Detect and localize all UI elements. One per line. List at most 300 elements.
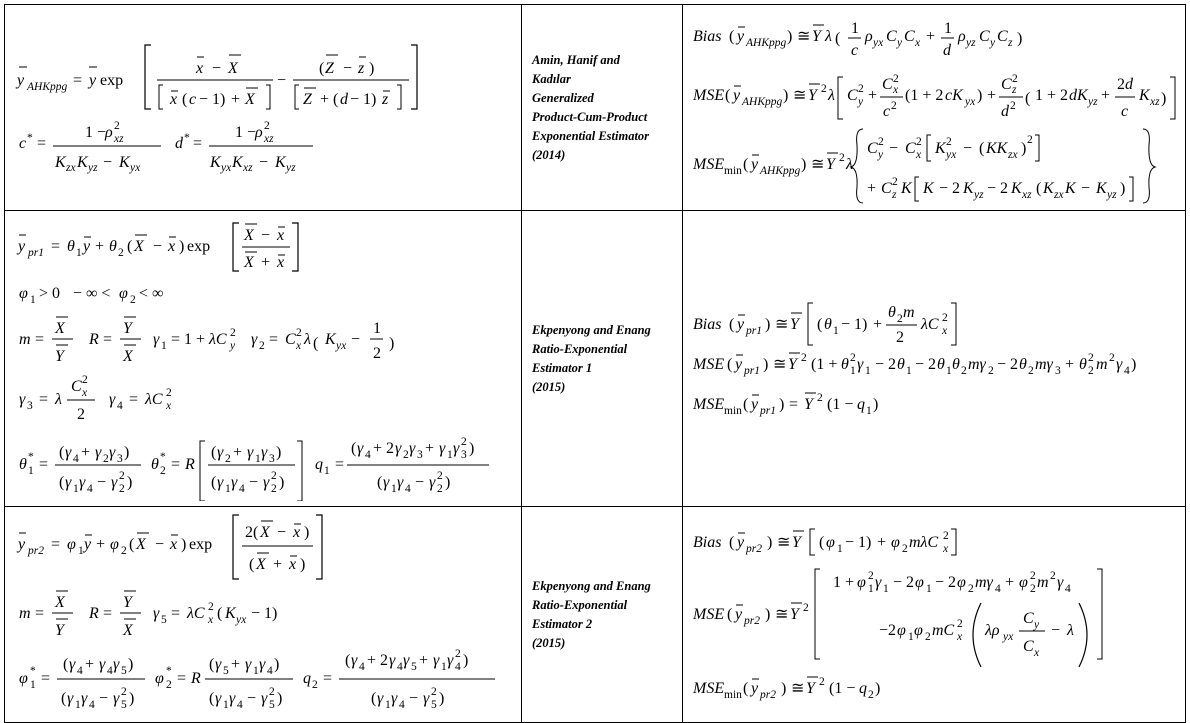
svg-text:): ): [1131, 356, 1137, 373]
svg-text:2: 2: [858, 83, 864, 95]
svg-text:): ): [279, 474, 285, 491]
svg-text:C: C: [1023, 638, 1034, 655]
svg-text:− ∞ <: − ∞ <: [73, 285, 111, 302]
svg-text:2: 2: [1088, 365, 1094, 377]
svg-text:−: −: [153, 238, 163, 255]
svg-text:λ: λ: [55, 391, 62, 408]
svg-text:q: q: [315, 456, 323, 473]
svg-text:γ: γ: [1116, 356, 1123, 373]
svg-text:C: C: [867, 140, 878, 157]
svg-text:z: z: [1012, 84, 1017, 96]
svg-text:m: m: [1037, 574, 1049, 591]
svg-text:(: (: [729, 534, 735, 551]
svg-text:z: z: [892, 189, 897, 201]
svg-text:γ: γ: [247, 444, 254, 461]
svg-text:): ): [801, 156, 807, 173]
svg-text:2: 2: [946, 136, 952, 148]
svg-text:2: 2: [968, 583, 974, 595]
svg-text:γ: γ: [263, 474, 270, 491]
svg-text:2: 2: [893, 73, 899, 85]
svg-text:C: C: [1023, 610, 1034, 627]
svg-text:y: y: [990, 37, 996, 49]
svg-text:2: 2: [1010, 100, 1016, 112]
svg-text:=: =: [789, 396, 799, 413]
svg-text:min: min: [724, 689, 742, 701]
svg-text:cK: cK: [945, 87, 963, 104]
svg-text:(: (: [743, 156, 749, 173]
svg-text:zx: zx: [66, 162, 76, 174]
svg-text:(: (: [129, 536, 135, 553]
svg-text:exp: exp: [189, 536, 213, 553]
svg-text:x: x: [277, 227, 285, 244]
svg-text:K: K: [935, 140, 946, 157]
svg-text:γ: γ: [111, 474, 118, 491]
svg-text:2: 2: [114, 120, 120, 132]
svg-text:c: c: [883, 103, 891, 120]
svg-text:2: 2: [1012, 73, 1018, 85]
svg-text:2: 2: [82, 374, 88, 386]
svg-text:γ: γ: [1057, 574, 1064, 591]
svg-text:AHKppg: AHKppg: [742, 96, 783, 108]
svg-text:φ: φ: [914, 622, 923, 639]
svg-text:− 2: − 2: [893, 574, 915, 591]
svg-text:zx: zx: [1054, 189, 1064, 201]
table-row: [5, 211, 1186, 507]
svg-text:+: +: [320, 91, 330, 108]
svg-text:φ: φ: [155, 670, 164, 687]
svg-text:=: =: [37, 135, 47, 152]
svg-text:1: 1: [883, 583, 889, 595]
svg-text:MSE: MSE: [693, 680, 725, 697]
svg-text:2: 2: [431, 686, 437, 698]
svg-text:(1 −: (1 −: [829, 680, 856, 697]
svg-text:γ: γ: [153, 331, 160, 348]
svg-text:mC: mC: [932, 622, 955, 639]
svg-text:): ): [300, 556, 306, 573]
svg-text:m: m: [903, 304, 915, 321]
svg-text:C: C: [285, 331, 296, 348]
svg-text:): ): [304, 524, 310, 541]
svg-text:2: 2: [878, 136, 884, 148]
svg-text:≅: ≅: [773, 356, 787, 373]
svg-text:≅: ≅: [793, 87, 807, 104]
svg-text:γ: γ: [79, 474, 86, 491]
svg-text:K: K: [1065, 180, 1076, 197]
svg-text:4: 4: [237, 699, 243, 711]
svg-text:1: 1: [926, 583, 932, 595]
svg-text:(: (: [377, 474, 383, 491]
svg-text:2: 2: [461, 436, 467, 448]
svg-text:2: 2: [1109, 352, 1115, 364]
svg-text:X: X: [245, 91, 255, 108]
svg-text:x: x: [289, 556, 297, 573]
svg-text:4: 4: [397, 661, 403, 673]
svg-text:1: 1: [161, 340, 167, 352]
svg-text:x: x: [168, 238, 176, 255]
svg-text:3: 3: [1055, 365, 1061, 377]
svg-text:γ: γ: [423, 690, 430, 707]
svg-text:γ: γ: [429, 474, 436, 491]
svg-text:(1 + 2: (1 + 2: [905, 87, 944, 104]
svg-text:4: 4: [399, 699, 405, 711]
svg-text:min: min: [724, 165, 742, 177]
svg-text:2: 2: [373, 345, 381, 362]
svg-text:θ: θ: [952, 356, 960, 373]
svg-text:MSE: MSE: [693, 396, 725, 413]
svg-text:+: +: [233, 444, 243, 461]
svg-text:− 2: − 2: [987, 180, 1009, 197]
svg-text:2: 2: [166, 387, 172, 399]
svg-text:C: C: [886, 28, 897, 45]
svg-text:=: =: [335, 456, 345, 473]
svg-text:− 2: − 2: [875, 356, 897, 373]
svg-text:2: 2: [961, 365, 967, 377]
svg-text:): ): [128, 656, 134, 673]
svg-text:−: −: [261, 227, 271, 244]
svg-text:4: 4: [73, 453, 79, 465]
svg-text:C: C: [881, 180, 892, 197]
svg-text:2: 2: [166, 679, 172, 691]
svg-text:xz: xz: [1022, 189, 1032, 201]
svg-text:≅: ≅: [775, 606, 789, 623]
svg-text:y: y: [897, 37, 903, 49]
svg-text:d: d: [175, 135, 183, 152]
svg-text:*: *: [28, 451, 34, 463]
svg-text:2: 2: [896, 329, 904, 346]
svg-text:X: X: [123, 622, 133, 639]
svg-text:1: 1: [255, 453, 261, 465]
svg-text:λC: λC: [145, 391, 163, 408]
svg-text:+: +: [261, 254, 271, 271]
svg-text:4: 4: [239, 483, 245, 495]
svg-text:=: =: [171, 456, 181, 473]
svg-text:): ): [1021, 140, 1027, 157]
svg-text:y: y: [751, 396, 759, 413]
svg-text:γ: γ: [259, 656, 266, 673]
svg-text:2: 2: [850, 352, 856, 364]
caption-line: Estimator 2: [532, 616, 593, 631]
svg-text:=: =: [39, 391, 49, 408]
svg-text:X: X: [55, 594, 65, 611]
svg-text:Y: Y: [788, 356, 797, 373]
svg-text:+: +: [867, 180, 877, 197]
svg-text:1: 1: [441, 661, 447, 673]
svg-text:θ: θ: [897, 356, 905, 373]
svg-text:5: 5: [161, 614, 167, 626]
svg-text:φ: φ: [67, 536, 76, 553]
svg-text:γ: γ: [391, 690, 398, 707]
svg-text:+: +: [1065, 356, 1075, 373]
svg-text:yx: yx: [236, 614, 247, 626]
svg-text:x: x: [1034, 647, 1040, 659]
svg-text:): ): [389, 335, 395, 352]
svg-text:(: (: [979, 140, 985, 157]
svg-text:4: 4: [1124, 365, 1130, 377]
svg-text:φ: φ: [897, 622, 906, 639]
caption-line: Kadılar: [532, 71, 571, 86]
svg-text:γ: γ: [245, 656, 252, 673]
svg-text:y: y: [858, 96, 864, 108]
svg-text:> 0: > 0: [39, 285, 61, 302]
svg-text:4: 4: [117, 400, 123, 412]
svg-text:): ): [129, 690, 135, 707]
svg-text:C: C: [905, 140, 916, 157]
svg-text:θ: θ: [151, 456, 159, 473]
svg-text:2: 2: [208, 601, 214, 613]
svg-text:1: 1: [866, 405, 872, 417]
svg-text:φ: φ: [826, 534, 835, 551]
svg-text:): ): [469, 440, 475, 457]
svg-text:(: (: [333, 91, 339, 108]
svg-text:γ: γ: [95, 444, 102, 461]
svg-text:θ: θ: [1019, 356, 1027, 373]
svg-text:y: y: [18, 536, 26, 553]
svg-text:C: C: [882, 76, 893, 93]
caption-line: Estimator 1: [532, 360, 593, 375]
svg-text:Y: Y: [806, 680, 815, 697]
svg-text:x: x: [166, 400, 172, 412]
svg-text:φ: φ: [857, 574, 866, 591]
formula-ahkppg-estimator: [5, 5, 520, 205]
svg-text:Y: Y: [808, 87, 817, 104]
svg-text:AHKppg: AHKppg: [760, 165, 801, 177]
svg-text:xz: xz: [114, 133, 124, 145]
svg-text:+: +: [987, 87, 997, 104]
svg-text:γ: γ: [215, 690, 222, 707]
svg-text:C: C: [71, 378, 82, 395]
svg-text:2: 2: [118, 247, 124, 259]
svg-text:γ: γ: [389, 652, 396, 669]
caption-line: Ekpenyong and Enang: [532, 322, 651, 337]
svg-text:2: 2: [269, 686, 275, 698]
svg-text:xz: xz: [243, 162, 253, 174]
svg-text:+: +: [877, 534, 887, 551]
svg-text:(: (: [725, 87, 731, 104]
svg-text:=: =: [129, 391, 139, 408]
svg-text:φ: φ: [891, 534, 900, 551]
svg-text:(: (: [819, 534, 825, 551]
svg-text:*: *: [27, 132, 33, 144]
svg-text:): ): [1017, 30, 1023, 47]
svg-text:Bias: Bias: [693, 534, 722, 551]
svg-text:(: (: [371, 690, 377, 707]
svg-text:2: 2: [868, 689, 874, 701]
svg-text:−2: −2: [879, 622, 897, 639]
estimator-cell: [5, 211, 522, 507]
svg-text:2: 2: [103, 453, 109, 465]
svg-text:x: x: [943, 543, 949, 555]
svg-text:≅: ≅: [775, 316, 789, 333]
svg-text:K: K: [325, 331, 336, 348]
svg-text:): ): [781, 680, 787, 697]
svg-text:− 2: − 2: [935, 574, 957, 591]
caption-line: Ratio-Exponential: [532, 341, 628, 356]
svg-text:2: 2: [897, 313, 903, 325]
svg-text:(: (: [1036, 180, 1042, 197]
svg-text:4: 4: [405, 483, 411, 495]
svg-text:4: 4: [77, 665, 83, 677]
svg-text:+: +: [868, 87, 878, 104]
table-row: [5, 5, 1186, 211]
svg-text:+: +: [273, 556, 283, 573]
svg-text:(1 +: (1 +: [811, 356, 838, 373]
svg-text:K: K: [901, 180, 912, 197]
svg-text:): ): [274, 656, 280, 673]
svg-text:): ): [276, 444, 282, 461]
svg-text:*: *: [166, 665, 172, 677]
svg-text:γ: γ: [81, 690, 88, 707]
svg-text:y: y: [17, 72, 25, 89]
caption-line: (2014): [532, 147, 566, 162]
svg-text:+: +: [419, 652, 429, 669]
caption-line: Product-Cum-Product: [532, 109, 648, 124]
svg-text:c: c: [189, 91, 197, 108]
svg-text:(: (: [729, 28, 735, 45]
svg-text:−: −: [99, 690, 109, 707]
svg-text:yx: yx: [965, 96, 976, 108]
svg-text:2: 2: [902, 543, 908, 555]
svg-text:+ 2: + 2: [373, 440, 395, 457]
svg-text:Y: Y: [123, 594, 132, 611]
svg-text:yz: yz: [1088, 96, 1098, 108]
svg-text:(: (: [182, 91, 188, 108]
svg-text:R: R: [185, 456, 195, 473]
svg-text:C: C: [904, 28, 915, 45]
svg-text:γ: γ: [217, 444, 224, 461]
svg-text:2: 2: [271, 483, 277, 495]
svg-text:K: K: [210, 154, 221, 171]
svg-text:1: 1: [225, 483, 231, 495]
svg-text:y: y: [737, 534, 745, 551]
svg-text:θ: θ: [19, 456, 27, 473]
svg-text:yx: yx: [130, 162, 141, 174]
svg-text:y: y: [1034, 619, 1040, 631]
svg-text:Bias: Bias: [693, 316, 722, 333]
property-cell: [683, 507, 1186, 723]
svg-text:): ): [277, 690, 283, 707]
svg-text:): ): [765, 606, 771, 623]
svg-text:y: y: [733, 87, 741, 104]
svg-text:(: (: [743, 396, 749, 413]
svg-text:(: (: [61, 690, 67, 707]
svg-text:pr2: pr2: [28, 545, 44, 557]
author-cell: [522, 507, 683, 723]
svg-text:(: (: [253, 524, 259, 541]
svg-text:(: (: [313, 335, 319, 352]
svg-text:Bias: Bias: [693, 28, 722, 45]
svg-text:2: 2: [1027, 134, 1033, 146]
svg-text:−: −: [1051, 622, 1061, 639]
svg-text:+: +: [873, 316, 883, 333]
svg-text:+: +: [81, 444, 91, 461]
svg-text:yx: yx: [336, 340, 347, 352]
svg-text:4: 4: [455, 661, 461, 673]
svg-text:γ: γ: [65, 444, 72, 461]
svg-text:θ: θ: [888, 304, 896, 321]
svg-text:θ: θ: [67, 238, 75, 255]
svg-text:=: =: [41, 670, 51, 687]
svg-text:1: 1: [30, 679, 36, 691]
svg-text:AHKppg: AHKppg: [746, 37, 787, 49]
svg-text:4: 4: [359, 661, 365, 673]
svg-text:−: −: [1081, 180, 1091, 197]
svg-text:1: 1: [385, 699, 391, 711]
svg-text:1: 1: [850, 365, 856, 377]
svg-text:≅: ≅: [811, 156, 825, 173]
svg-text:(: (: [817, 316, 823, 333]
svg-text:γ: γ: [395, 440, 402, 457]
formula-pr2-properties: [683, 507, 1184, 717]
svg-text:2: 2: [817, 392, 823, 404]
svg-text:(: (: [1025, 90, 1031, 107]
svg-text:mλC: mλC: [909, 534, 939, 551]
svg-text:(: (: [59, 474, 65, 491]
svg-text:2: 2: [1030, 583, 1036, 595]
svg-text:−: −: [889, 140, 899, 157]
svg-text:≅: ≅: [791, 680, 805, 697]
svg-text:4: 4: [89, 699, 95, 711]
svg-text:−: −: [963, 140, 973, 157]
svg-text:X: X: [260, 524, 270, 541]
svg-text:(1 −: (1 −: [827, 396, 854, 413]
svg-text:(: (: [743, 680, 749, 697]
svg-text:2: 2: [801, 352, 807, 364]
svg-text:K: K: [232, 154, 243, 171]
svg-text:2: 2: [925, 631, 931, 643]
table-row: [5, 507, 1186, 723]
svg-text:yx: yx: [946, 149, 957, 161]
svg-text:= 1 +: = 1 +: [171, 331, 206, 348]
svg-text:2: 2: [839, 152, 845, 164]
svg-text:y: y: [83, 238, 91, 255]
svg-text:−: −: [343, 60, 353, 77]
svg-text:(: (: [217, 605, 223, 622]
svg-text:MSE: MSE: [693, 606, 725, 623]
svg-text:≅: ≅: [777, 534, 791, 551]
svg-text:2: 2: [943, 530, 949, 542]
svg-text:5: 5: [431, 699, 437, 711]
svg-text:AHKppg: AHKppg: [27, 81, 68, 93]
svg-text:− 1): − 1): [350, 91, 377, 108]
svg-text:γ: γ: [397, 474, 404, 491]
svg-text:−: −: [97, 474, 107, 491]
formula-pr1-estimator: [5, 211, 520, 501]
svg-text:− 1): − 1): [251, 605, 278, 622]
svg-text:2: 2: [121, 545, 127, 557]
svg-text:y: y: [878, 149, 884, 161]
svg-text:yx: yx: [221, 162, 232, 174]
svg-text:): ): [787, 28, 793, 45]
svg-text:yz: yz: [286, 162, 296, 174]
property-cell: [683, 211, 1186, 507]
svg-text:ρ: ρ: [105, 124, 113, 141]
caption: [522, 577, 682, 653]
svg-text:Y: Y: [123, 320, 132, 337]
svg-text:): ): [767, 534, 773, 551]
svg-text:1: 1: [833, 325, 839, 337]
svg-text:=: =: [73, 72, 83, 89]
svg-text:y: y: [230, 340, 236, 352]
svg-text:λ: λ: [846, 156, 853, 173]
svg-text:γ: γ: [67, 690, 74, 707]
svg-text:c: c: [1121, 103, 1129, 120]
svg-text:1: 1: [391, 483, 397, 495]
svg-text:*: *: [30, 665, 36, 677]
svg-text:MSE: MSE: [693, 87, 725, 104]
svg-text:Y: Y: [804, 396, 813, 413]
svg-text:θ: θ: [937, 356, 945, 373]
svg-text:yx: yx: [1003, 631, 1014, 643]
